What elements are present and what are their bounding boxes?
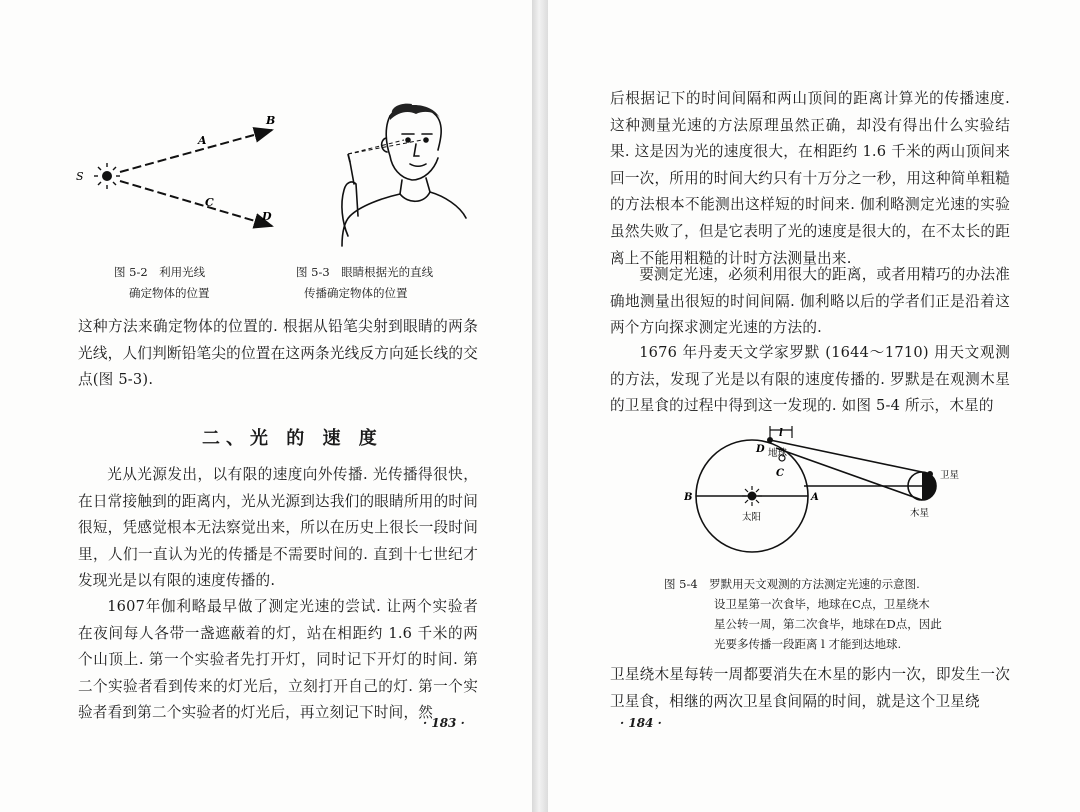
label-b: B (684, 492, 693, 503)
right-paragraph-4: 卫星绕木星每转一周都要消失在木星的影内一次，即发生一次卫星食，相继的两次卫星食间隔的时间，就是这个卫星绕 (610, 666, 1010, 710)
label-a: A (811, 492, 819, 503)
figure-5-3-caption-line1: 图 5-3 眼睛根据光的直线 (296, 265, 434, 279)
jupiter-shadow (922, 472, 936, 500)
label-earth: 地球 (768, 448, 788, 459)
ray-upper (120, 130, 272, 172)
label-satellite: 卫星 (940, 470, 960, 481)
figure-5-2-diagram (70, 108, 285, 248)
right-paragraph-1: 后根据记下的时间间隔和两山顶间的距离计算光的传播速度. 这种测量光速的方法原理虽然正确，却没有得出什么实验结果. 这是因为光的速度很大，在相距约 1.6 千米的两山顶间来回一次，所用的时间大约只有十万分之一秒，用这种简单粗糙的方法根本不能测出这样短的时间来. 伽利略测定光速的实验虽然失败了，但是它表明了光的速度是很大的，在不太长的距离上不能用粗糙的计时方法测量出来. (610, 90, 1010, 267)
figure-5-2-caption-line2: 确定物体的位置 (129, 286, 210, 300)
left-paragraph-3: 1607年伽利略最早做了测定光速的尝试. 让两个实验者在夜间每人各带一盏遮蔽着的灯，站在相距约 1.6 千米的两个山顶上. 第一个实验者先打开灯，同时记下开灯的时间. 第二个实验者看到传来的灯光后，立刻打开自己的灯. 第一个实验者看到第二个实验者的灯光后，再立刻记下时间，然 (78, 598, 478, 722)
book-gutter (532, 0, 548, 812)
label-s: S (76, 170, 84, 183)
label-jupiter: 木星 (910, 508, 930, 519)
label-b: B (266, 114, 276, 127)
figure-5-4-caption-line2: 设卫星第一次食毕，地球在C点，卫星绕木 (714, 597, 930, 611)
ray-lower (120, 181, 272, 226)
label-sun: 太阳 (742, 512, 762, 523)
right-page (548, 0, 1080, 812)
label-d: D (756, 444, 765, 455)
figure-5-3-caption-line2: 传播确定物体的位置 (304, 286, 408, 300)
figure-5-4-diagram (684, 424, 1004, 574)
figure-5-4-caption-line4: 光要多传播一段距离 l 才能到达地球. (714, 637, 902, 651)
figure-5-3-person-illustration (320, 98, 470, 248)
label-l: l (779, 428, 783, 439)
page-number-left: · 183 · (423, 716, 465, 730)
figure-5-2-caption-line1: 图 5-2 利用光线 (114, 265, 206, 279)
figure-5-4-caption-line3: 星公转一周，第二次食毕，地球在D点，因此 (714, 617, 942, 631)
left-paragraph-1: 这种方法来确定物体的位置的. 根据从铅笔尖射到眼睛的两条光线，人们判断铅笔尖的位置在这两条光线反方向延长线的交点(图 5-3). (78, 318, 478, 389)
figure-5-2-caption (114, 262, 210, 304)
right-paragraph-2: 要测定光速，必须利用很大的距离，或者用精巧的办法准确地测量出很短的时间间隔. 伽利略以后的学者们正是沿着这两个方向探求测定光速的方法的. (610, 266, 1010, 337)
label-d: D (262, 210, 272, 223)
earth-position-d (767, 437, 773, 443)
right-paragraph-3: 1676 年丹麦天文学家罗默 (1644～1710) 用天文观测的方法，发现了光是以有限的速度传播的. 罗默是在观测木星的卫星食的过程中得到这一发现的. 如图 5-4 所示，木星的 (610, 344, 1010, 415)
figure-5-4-caption-line1: 图 5-4 罗默用天文观测的方法测定光速的示意图. (664, 577, 920, 591)
label-c: C (776, 468, 784, 479)
light-source-icon (94, 163, 120, 189)
left-page (0, 0, 532, 812)
label-c: C (205, 196, 214, 209)
section-title: 二、光 的 速 度 (202, 428, 383, 449)
figure-5-4-caption (664, 574, 942, 654)
left-paragraph-2: 光从光源发出，以有限的速度向外传播. 光传播得很快，在日常接触到的距离内，光从光源到达我们的眼睛所用的时间很短，凭感觉根本无法察觉出来，所以在历史上很长一段时间里，人们一直认为光的传播是不需要时间的. 直到十七世纪才发现光是以有限的速度传播的. (78, 466, 478, 590)
figure-5-3-caption (296, 262, 433, 304)
label-a: A (198, 134, 207, 147)
page-number-right: · 184 · (620, 716, 662, 730)
sun-icon (742, 486, 762, 506)
